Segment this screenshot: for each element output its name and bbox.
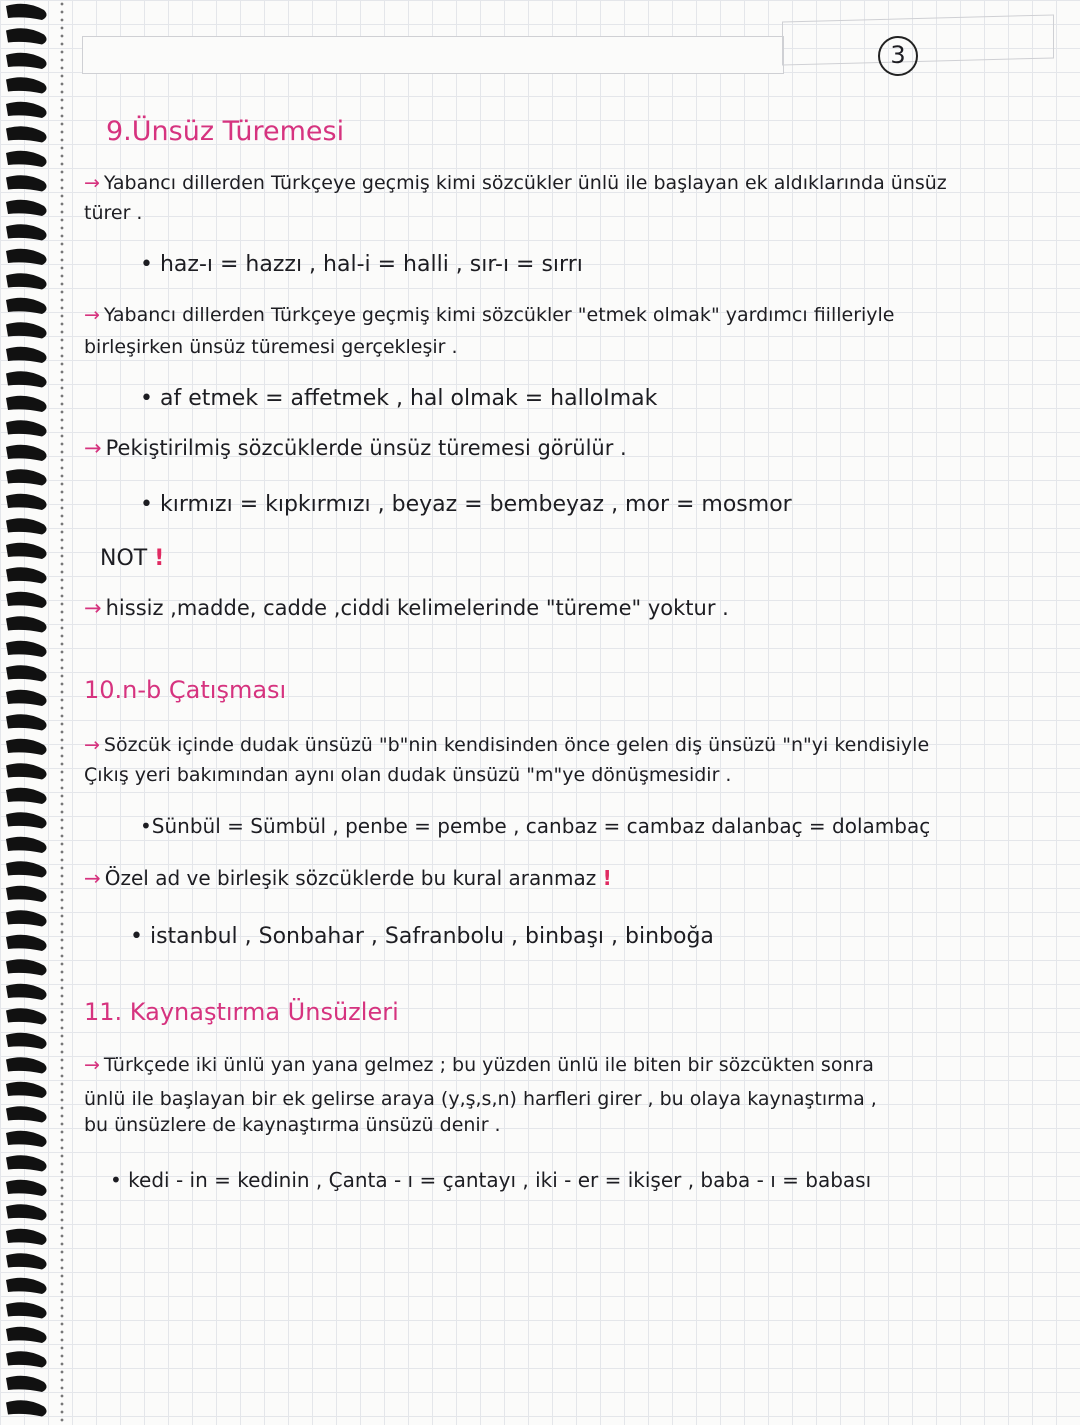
spiral-ring	[6, 77, 47, 93]
spiral-ring	[6, 837, 47, 853]
s9-example-3	[140, 492, 792, 517]
s11-paragraph-1-line-2: ünlü ile başlayan bir ek gelirse araya (y,ş,s,n) harfleri girer , bu olaya kaynaştırma ,	[84, 1088, 877, 1110]
spiral-ring	[6, 200, 47, 216]
bullet-icon: •	[110, 1168, 122, 1192]
s9-paragraph-2-line-1	[84, 304, 895, 326]
s9-paragraph-1-line-1	[84, 172, 947, 194]
spiral-ring	[6, 812, 47, 828]
spiral-ring	[6, 28, 47, 44]
spiral-ring	[6, 1106, 47, 1122]
s9-paragraph-3	[84, 436, 627, 460]
s11-example-1	[110, 1168, 871, 1192]
section-10-title: 10.n-b Çatışması	[84, 676, 287, 704]
s10-p1-text: Sözcük içinde dudak ünsüzü "b"nin kendisinden önce gelen diş ünsüzü "n"yi kendisiyle	[103, 734, 930, 756]
spiral-ring	[6, 1351, 47, 1367]
spiral-ring	[6, 910, 47, 926]
s9-p2-text: Yabancı dillerden Türkçeye geçmiş kimi sözcükler "etmek olmak" yardımcı fiilleriyle	[103, 304, 895, 326]
section-11-title: 11. Kaynaştırma Ünsüzleri	[84, 998, 399, 1026]
arrow-icon: →	[84, 172, 100, 194]
section-9-title: 9.Ünsüz Türemesi	[106, 116, 345, 147]
spiral-ring	[6, 322, 47, 338]
spiral-ring	[6, 1082, 47, 1098]
spiral-ring	[6, 543, 47, 559]
s10-ex2-text: istanbul , Sonbahar , Safranbolu , binbaşı , binboğa	[149, 924, 714, 949]
spiral-ring	[6, 788, 47, 804]
spiral-ring	[6, 371, 47, 387]
spiral-ring	[6, 1400, 47, 1416]
spiral-ring	[6, 1008, 47, 1024]
spiral-ring	[6, 298, 47, 314]
spiral-ring	[6, 347, 47, 363]
spiral-ring	[6, 763, 47, 779]
bullet-icon: •	[130, 924, 143, 949]
s11-ex1-text: kedi - in = kedinin , Çanta - ı = çantayı , iki - er = ikişer , baba - ı = babası	[128, 1168, 872, 1192]
spiral-ring	[6, 4, 47, 20]
spiral-ring	[6, 690, 47, 706]
s11-paragraph-1-line-1	[84, 1054, 874, 1076]
spiral-ring	[6, 224, 47, 240]
spiral-ring	[6, 126, 47, 142]
s10-paragraph-2	[84, 866, 612, 890]
spiral-ring	[6, 1180, 47, 1196]
spiral-binding	[0, 0, 60, 1425]
spiral-ring	[6, 420, 47, 436]
spiral-ring	[6, 714, 47, 730]
spiral-ring	[6, 665, 47, 681]
spiral-ring	[6, 739, 47, 755]
s11-paragraph-1-line-3: bu ünsüzlere de kaynaştırma ünsüzü denir .	[84, 1114, 501, 1136]
s9-paragraph-2-line-2: birleşirken ünsüz türemesi gerçekleşir .	[84, 336, 458, 358]
header-field	[82, 36, 784, 74]
spiral-ring	[6, 53, 47, 69]
s10-paragraph-1-line-2: Çıkış yeri bakımından aynı olan dudak ünsüzü "m"ye dönüşmesidir .	[84, 764, 732, 786]
spiral-ring	[6, 641, 47, 657]
s10-p2-text: Özel ad ve birleşik sözcüklerde bu kural aranmaz	[104, 866, 597, 890]
exclamation-icon: !	[602, 866, 612, 890]
s9-paragraph-1-line-2: türer .	[84, 202, 143, 224]
spiral-ring	[6, 494, 47, 510]
bullet-icon: •	[140, 492, 153, 517]
note-text: NOT	[100, 546, 148, 571]
spiral-ring	[6, 935, 47, 951]
spiral-ring	[6, 1155, 47, 1171]
spiral-ring	[6, 886, 47, 902]
spiral-ring	[6, 861, 47, 877]
s10-ex1-text: Sünbül = Sümbül , penbe = pembe , canbaz = cambaz dalanbaç = dolambaç	[151, 814, 931, 838]
spiral-ring	[6, 1033, 47, 1049]
note-line-text: hissiz ,madde, cadde ,ciddi kelimelerinde "türeme" yoktur .	[105, 596, 729, 620]
s9-p3-text: Pekiştirilmiş sözcüklerde ünsüz türemesi görülür .	[105, 436, 627, 460]
spiral-ring	[6, 592, 47, 608]
arrow-icon: →	[84, 866, 101, 890]
bullet-icon: •	[140, 386, 153, 411]
spiral-ring	[6, 1302, 47, 1318]
spiral-ring	[6, 1131, 47, 1147]
spiral-ring	[6, 1057, 47, 1073]
spiral-ring	[6, 102, 47, 118]
spiral-ring	[6, 151, 47, 167]
arrow-icon: →	[84, 436, 102, 460]
spiral-ring	[6, 1229, 47, 1245]
arrow-icon: →	[84, 734, 100, 756]
header-field-right	[782, 14, 1054, 65]
s10-example-2	[130, 924, 714, 949]
perforation-line	[60, 0, 64, 1425]
s9-example-2	[140, 386, 657, 411]
spiral-ring	[6, 518, 47, 534]
spiral-ring	[6, 445, 47, 461]
s10-paragraph-1-line-1	[84, 734, 929, 756]
spiral-ring	[6, 1327, 47, 1343]
s9-ex2-text: af etmek = affetmek , hal olmak = halloImak	[159, 386, 658, 411]
s9-example-1	[140, 252, 583, 277]
spiral-ring	[6, 469, 47, 485]
spiral-ring	[6, 1278, 47, 1294]
spiral-ring	[6, 396, 47, 412]
note-line	[84, 596, 729, 620]
arrow-icon: →	[84, 596, 102, 620]
spiral-ring	[6, 984, 47, 1000]
s11-p1-text: Türkçede iki ünlü yan yana gelmez ; bu yüzden ünlü ile biten bir sözcükten sonra	[103, 1054, 874, 1076]
spiral-ring	[6, 1253, 47, 1269]
spiral-ring	[6, 959, 47, 975]
bullet-icon: •	[140, 814, 152, 838]
note-label	[100, 546, 164, 571]
s9-ex1-text: haz-ı = hazzı , hal-i = halli , sır-ı = sırrı	[159, 252, 583, 277]
s9-p1-text: Yabancı dillerden Türkçeye geçmiş kimi sözcükler ünlü ile başlayan ek aldıklarında ünsüz	[103, 172, 947, 194]
exclamation-icon: !	[154, 546, 165, 571]
bullet-icon: •	[140, 252, 153, 277]
s9-ex3-text: kırmızı = kıpkırmızı , beyaz = bembeyaz , mor = mosmor	[159, 492, 792, 517]
spiral-ring	[6, 616, 47, 632]
page-number: 3	[878, 36, 918, 76]
spiral-ring	[6, 1376, 47, 1392]
spiral-ring	[6, 175, 47, 191]
s10-example-1	[140, 814, 930, 838]
spiral-ring	[6, 1204, 47, 1220]
spiral-ring	[6, 273, 47, 289]
spiral-ring	[6, 567, 47, 583]
spiral-ring	[6, 249, 47, 265]
arrow-icon: →	[84, 1054, 100, 1076]
arrow-icon: →	[84, 304, 100, 326]
